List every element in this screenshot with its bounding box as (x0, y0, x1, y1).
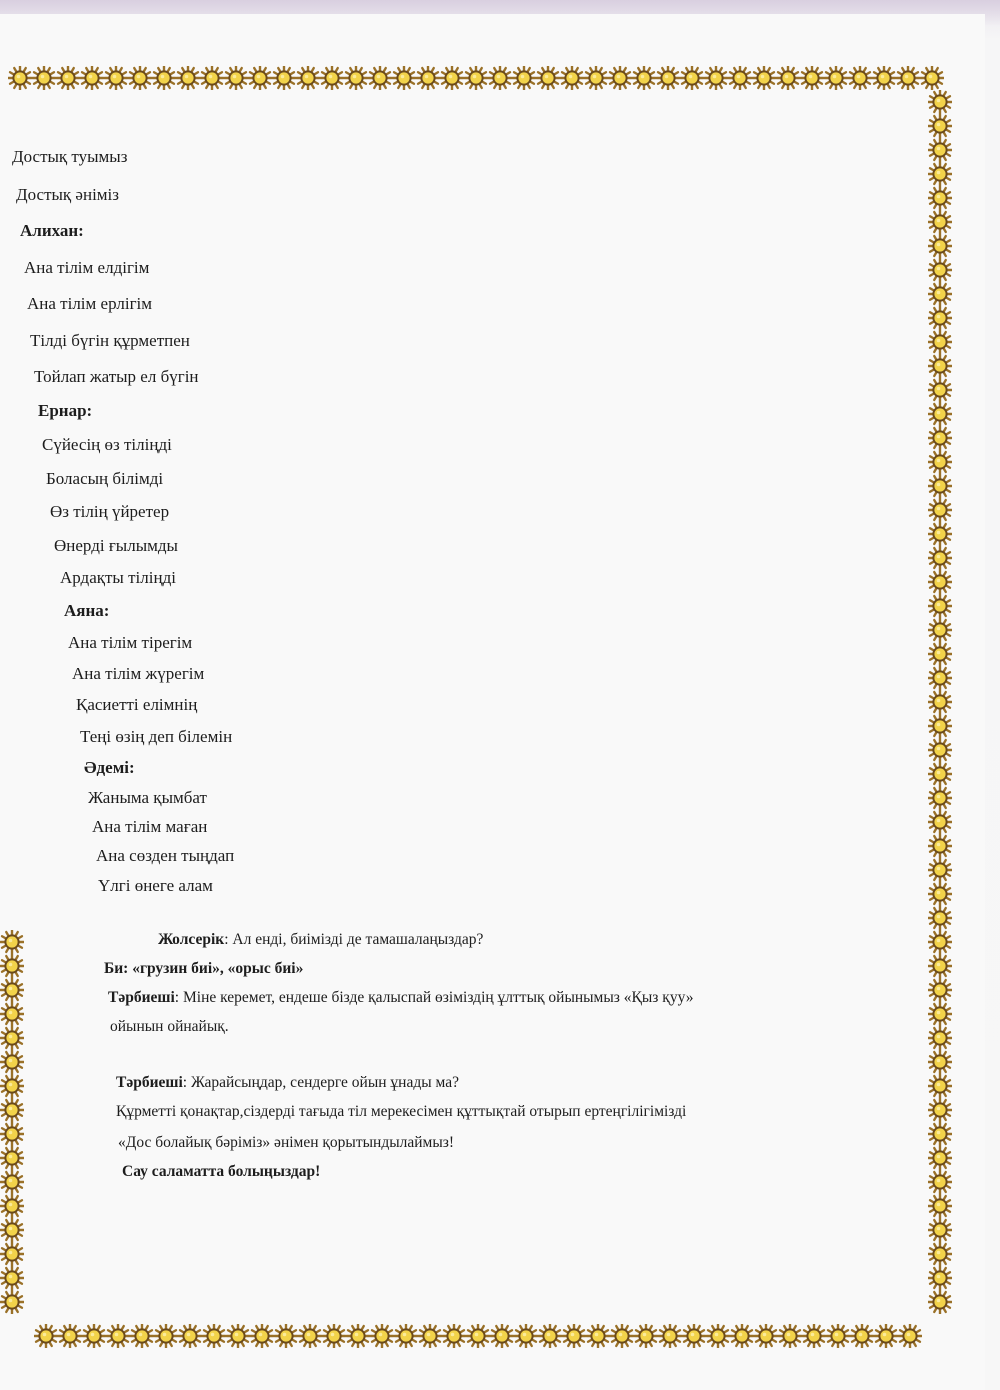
verse-line: Өз тілің үйретер (50, 502, 170, 521)
sun-ornament-icon (0, 1218, 24, 1242)
sun-ornament-icon (826, 1324, 850, 1348)
sun-ornament-icon (928, 306, 952, 330)
sun-ornament-icon (928, 1026, 952, 1050)
sun-ornament-icon (928, 330, 952, 354)
border-left (0, 930, 24, 1314)
sun-ornament-icon (928, 666, 952, 690)
sun-ornament-icon (928, 1266, 952, 1290)
sun-ornament-icon (562, 1324, 586, 1348)
sun-ornament-icon (872, 66, 896, 90)
sun-ornament-icon (928, 1098, 952, 1122)
sun-ornament-icon (874, 1324, 898, 1348)
sun-ornament-icon (928, 1242, 952, 1266)
sun-ornament-icon (928, 162, 952, 186)
poem-line-1: Достық туымыз (12, 147, 128, 166)
sun-ornament-icon (928, 714, 952, 738)
sun-ornament-icon (632, 66, 656, 90)
sun-ornament-icon (248, 66, 272, 90)
closing-text: Құрметті қонақтар,сіздерді тағыда тіл мерекесімен құттықтай отырып ертеңгілігімізді (116, 1103, 687, 1120)
sun-ornament-icon (928, 930, 952, 954)
sun-ornament-icon (0, 1122, 24, 1146)
verse-line: Үлгі өнеге алам (98, 876, 213, 895)
sun-ornament-icon (370, 1324, 394, 1348)
sun-ornament-icon (346, 1324, 370, 1348)
sun-ornament-icon (58, 1324, 82, 1348)
sun-ornament-icon (928, 90, 952, 114)
verse-line: Теңі өзің деп білемін (80, 727, 233, 746)
sun-ornament-icon (0, 1290, 24, 1314)
sun-ornament-icon (536, 66, 560, 90)
dialogue-teacher-2 (116, 1073, 459, 1093)
verse-line: Өнерді ғылымды (54, 536, 178, 555)
farewell-text: Сау саламатта болыңыздар! (122, 1163, 321, 1180)
sun-ornament-icon (0, 1146, 24, 1170)
poem-line-2: Достық әніміз (16, 185, 119, 204)
sun-ornament-icon (778, 1324, 802, 1348)
sun-ornament-icon (274, 1324, 298, 1348)
closing-text: «Дос болайық бәріміз» әнімен қорытындылаймыз! (118, 1134, 455, 1151)
sun-ornament-icon (928, 282, 952, 306)
sun-ornament-icon (106, 1324, 130, 1348)
dialogue-text: : Міне керемет, ендеше бізде қалыспай өзіміздің ұлттық ойынымыз «Қыз қуу» (174, 989, 694, 1006)
sun-ornament-icon (32, 66, 56, 90)
sun-ornament-icon (752, 66, 776, 90)
sun-ornament-icon (130, 1324, 154, 1348)
sun-ornament-icon (178, 1324, 202, 1348)
dance-label: Би: «грузин биі», «орыс биі» (104, 960, 304, 977)
sun-ornament-icon (928, 450, 952, 474)
sun-ornament-icon (538, 1324, 562, 1348)
verse-line: Тойлап жатыр ел бүгін (34, 367, 199, 386)
verse-line: Ардақты тіліңді (60, 568, 176, 587)
sun-ornament-icon (128, 66, 152, 90)
sun-ornament-icon (920, 66, 944, 90)
sun-ornament-icon (928, 882, 952, 906)
sun-ornament-icon (928, 114, 952, 138)
sun-ornament-icon (0, 954, 24, 978)
sun-ornament-icon (296, 66, 320, 90)
speaker-name: Әдемі: (84, 758, 135, 777)
sun-ornament-icon (928, 1290, 952, 1314)
sun-ornament-icon (322, 1324, 346, 1348)
sun-ornament-icon (658, 1324, 682, 1348)
sun-ornament-icon (0, 1002, 24, 1026)
sun-ornament-icon (928, 570, 952, 594)
sun-ornament-icon (0, 978, 24, 1002)
border-top (8, 66, 944, 90)
sun-ornament-icon (928, 426, 952, 450)
sun-ornament-icon (226, 1324, 250, 1348)
sun-ornament-icon (928, 786, 952, 810)
verse-line: Тілді бүгін құрметпен (30, 331, 190, 350)
sun-ornament-icon (394, 1324, 418, 1348)
dialogue-text: : Жарайсыңдар, сендерге ойын ұнады ма? (182, 1074, 459, 1091)
verse-line: Ана тілім тірегім (68, 633, 193, 652)
sun-ornament-icon (928, 1122, 952, 1146)
speaker-name: Ернар: (38, 401, 93, 420)
sun-ornament-icon (176, 66, 200, 90)
sun-ornament-icon (0, 1266, 24, 1290)
sun-ornament-icon (680, 66, 704, 90)
border-bottom (34, 1324, 922, 1348)
sun-ornament-icon (928, 258, 952, 282)
sun-ornament-icon (320, 66, 344, 90)
sun-ornament-icon (272, 66, 296, 90)
sun-ornament-icon (928, 1218, 952, 1242)
speaker-name: Тәрбиеші (108, 989, 175, 1006)
sun-ornament-icon (392, 66, 416, 90)
sun-ornament-icon (154, 1324, 178, 1348)
sun-ornament-icon (656, 66, 680, 90)
sun-ornament-icon (928, 1002, 952, 1026)
sun-ornament-icon (0, 1026, 24, 1050)
sun-ornament-icon (928, 810, 952, 834)
sun-ornament-icon (250, 1324, 274, 1348)
sun-ornament-icon (608, 66, 632, 90)
sun-ornament-icon (928, 138, 952, 162)
dialogue-teacher-1 (108, 988, 693, 1008)
sun-ornament-icon (104, 66, 128, 90)
sun-ornament-icon (344, 66, 368, 90)
sun-ornament-icon (800, 66, 824, 90)
sun-ornament-icon (34, 1324, 58, 1348)
sun-ornament-icon (928, 186, 952, 210)
sun-ornament-icon (56, 66, 80, 90)
sun-ornament-icon (928, 690, 952, 714)
sun-ornament-icon (514, 1324, 538, 1348)
sun-ornament-icon (928, 210, 952, 234)
sun-ornament-icon (928, 498, 952, 522)
sun-ornament-icon (706, 1324, 730, 1348)
sun-ornament-icon (440, 66, 464, 90)
speaker-name: Тәрбиеші (116, 1074, 183, 1091)
sun-ornament-icon (896, 66, 920, 90)
sun-ornament-icon (928, 402, 952, 426)
verse-line: Ана тілім маған (92, 817, 208, 836)
sun-ornament-icon (898, 1324, 922, 1348)
sun-ornament-icon (824, 66, 848, 90)
sun-ornament-icon (928, 546, 952, 570)
sun-ornament-icon (928, 954, 952, 978)
sun-ornament-icon (418, 1324, 442, 1348)
verse-line: Ана сөзден тыңдап (96, 846, 235, 865)
border-right (928, 90, 952, 1314)
sun-ornament-icon (928, 1170, 952, 1194)
sun-ornament-icon (0, 1074, 24, 1098)
sun-ornament-icon (416, 66, 440, 90)
verse-line: Боласың білімді (46, 469, 164, 488)
verse-line: Қасиетті елімнің (76, 695, 198, 714)
verse-line: Ана тілім ерлігім (27, 294, 153, 313)
dialogue-text: ойынын ойнайық. (110, 1018, 229, 1035)
sun-ornament-icon (512, 66, 536, 90)
sun-ornament-icon (464, 66, 488, 90)
sun-ornament-icon (928, 1146, 952, 1170)
sun-ornament-icon (928, 354, 952, 378)
sun-ornament-icon (82, 1324, 106, 1348)
sun-ornament-icon (488, 66, 512, 90)
sun-ornament-icon (928, 1074, 952, 1098)
sun-ornament-icon (224, 66, 248, 90)
verse-line: Ана тілім жүрегім (72, 664, 205, 683)
sun-ornament-icon (610, 1324, 634, 1348)
sun-ornament-icon (368, 66, 392, 90)
sun-ornament-icon (928, 762, 952, 786)
sun-ornament-icon (928, 834, 952, 858)
sun-ornament-icon (728, 66, 752, 90)
sun-ornament-icon (584, 66, 608, 90)
sun-ornament-icon (928, 618, 952, 642)
sun-ornament-icon (0, 1050, 24, 1074)
sun-ornament-icon (152, 66, 176, 90)
sun-ornament-icon (928, 738, 952, 762)
sun-ornament-icon (0, 930, 24, 954)
sun-ornament-icon (466, 1324, 490, 1348)
sun-ornament-icon (928, 378, 952, 402)
sun-ornament-icon (848, 66, 872, 90)
sun-ornament-icon (634, 1324, 658, 1348)
sun-ornament-icon (202, 1324, 226, 1348)
sun-ornament-icon (928, 522, 952, 546)
sun-ornament-icon (928, 906, 952, 930)
sun-ornament-icon (928, 642, 952, 666)
sun-ornament-icon (0, 1170, 24, 1194)
sun-ornament-icon (928, 474, 952, 498)
speaker-name: Жолсерік (158, 931, 225, 948)
verse-line: Сүйесің өз тіліңді (42, 435, 172, 454)
sun-ornament-icon (0, 1098, 24, 1122)
dialogue-text: : Ал енді, биімізді де тамашалаңыздар? (224, 931, 484, 948)
verse-line: Жаныма қымбат (88, 788, 207, 807)
speaker-name: Аяна: (64, 601, 110, 620)
verse-line: Ана тілім елдігім (24, 258, 150, 277)
sun-ornament-icon (0, 1194, 24, 1218)
sun-ornament-icon (776, 66, 800, 90)
sun-ornament-icon (928, 858, 952, 882)
sun-ornament-icon (80, 66, 104, 90)
dialogue-zholserik (158, 930, 483, 950)
sun-ornament-icon (928, 978, 952, 1002)
sun-ornament-icon (586, 1324, 610, 1348)
sun-ornament-icon (928, 1194, 952, 1218)
sun-ornament-icon (682, 1324, 706, 1348)
sun-ornament-icon (928, 234, 952, 258)
sun-ornament-icon (802, 1324, 826, 1348)
sun-ornament-icon (490, 1324, 514, 1348)
sun-ornament-icon (928, 1050, 952, 1074)
sun-ornament-icon (298, 1324, 322, 1348)
sun-ornament-icon (928, 594, 952, 618)
sun-ornament-icon (730, 1324, 754, 1348)
sun-ornament-icon (0, 1242, 24, 1266)
sun-ornament-icon (754, 1324, 778, 1348)
sun-ornament-icon (704, 66, 728, 90)
sun-ornament-icon (850, 1324, 874, 1348)
sun-ornament-icon (8, 66, 32, 90)
sun-ornament-icon (200, 66, 224, 90)
sun-ornament-icon (560, 66, 584, 90)
sun-ornament-icon (442, 1324, 466, 1348)
speaker-name: Алихан: (20, 221, 84, 240)
